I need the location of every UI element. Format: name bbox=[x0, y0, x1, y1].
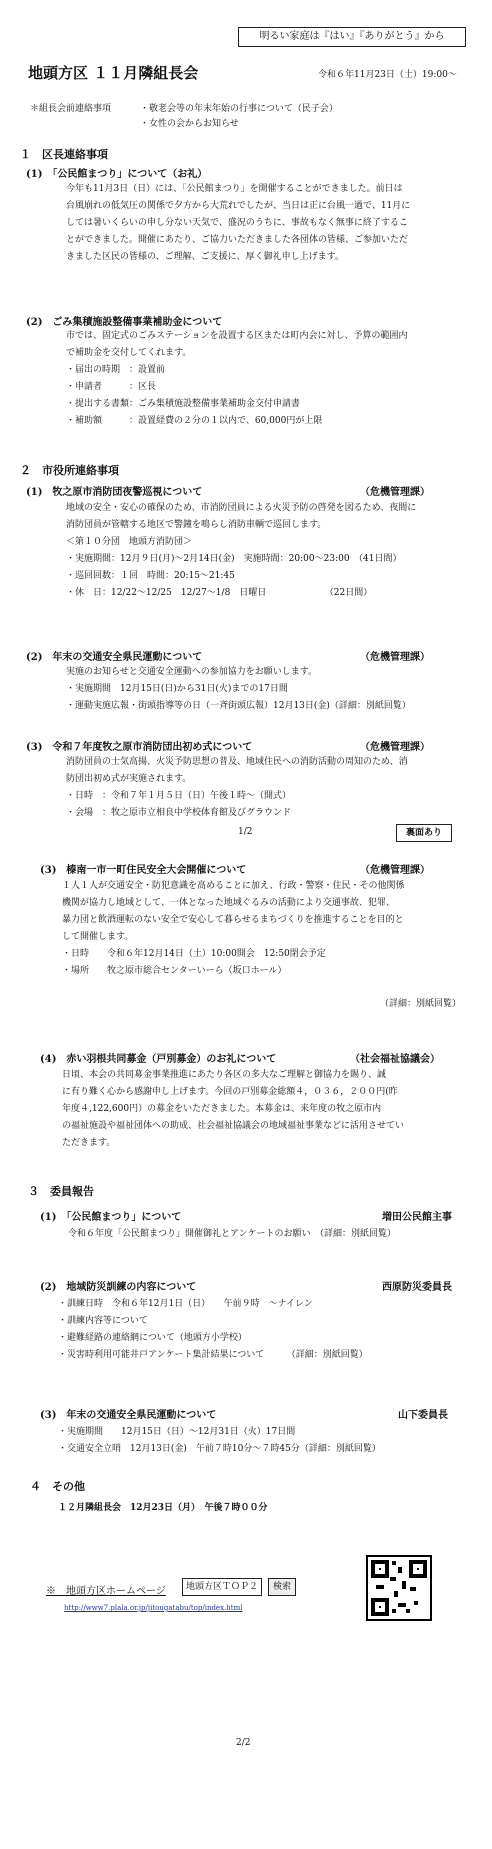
s3-item3-title: (3) 年末の交通安全県民運動について bbox=[40, 1410, 217, 1421]
page-number-2: 2/2 bbox=[236, 1738, 251, 1748]
s3-item2-row: ・訓練内容等について bbox=[58, 1316, 148, 1326]
qr-code bbox=[366, 1555, 432, 1621]
liaison-item-1: ・敬老会等の年末年始の行事について（民子会） bbox=[140, 104, 338, 114]
s2-item3-line: 防団出初め式が実施されます。 bbox=[66, 774, 192, 784]
search-box[interactable]: 地頭方区ＴＯＰ２ bbox=[182, 1578, 262, 1596]
s2-item5-body bbox=[62, 1067, 404, 1152]
liaison-item-2: ・女性の会からお知らせ bbox=[140, 119, 239, 129]
homepage-label: ※ 地頭方区ホームページ bbox=[46, 1586, 166, 1597]
s1-item2-title: (2) ごみ集積施設整備事業補助金について bbox=[26, 317, 223, 328]
s2-item5-line: 日頃、本会の共同募金事業推進にあたり各区の多大なご理解と御協力を賜り、誠 bbox=[62, 1070, 387, 1080]
section-1-title: １ 区長連絡事項 bbox=[20, 148, 108, 161]
s2-item5-line: 年度４,122,600円）の募金をいただきました。本募金は、来年度の牧之原市内 bbox=[62, 1104, 382, 1114]
s3-item3-row: ・実施期間 12月15日（日）～12月31日（火）17日間 bbox=[58, 1427, 296, 1437]
motto-box: 明るい家庭は『はい』『ありがとう』から bbox=[238, 27, 466, 47]
s2-item3-dept: （危機管理課） bbox=[360, 742, 430, 753]
s1-item1-line: 台風崩れの低気圧の関係で夕方から大荒れでしたが、当日は正に台風一過で、11月に bbox=[66, 201, 411, 211]
s1-item1-line: きました区民の皆様の、ご理解、ご支援に、厚く御礼申し上げます。 bbox=[66, 252, 344, 262]
s1-item2-body bbox=[66, 328, 407, 430]
s2-item4-line: して開催します。 bbox=[62, 932, 134, 942]
s3-item2-body bbox=[58, 1296, 368, 1364]
section-2-title: ２ 市役所連絡事項 bbox=[20, 464, 119, 477]
s2-item1-dept: （危機管理課） bbox=[360, 487, 430, 498]
s2-item1-line: 消防団員が管轄する地区で警鐘を鳴らし消防車輌で巡回します。 bbox=[66, 520, 327, 530]
s2-item5-title: (4) 赤い羽根共同募金（戸別募金）のお礼について bbox=[40, 1054, 277, 1065]
liaison-label: ＊組長会前連絡事項 bbox=[30, 104, 112, 114]
s1-item2-row: ・申請者 ：区長 bbox=[66, 382, 157, 392]
s2-item2-dept: （危機管理課） bbox=[360, 652, 430, 663]
s2-item4-row: ・日時 令和６年12月14日（土）10:00開会 12:50閉会予定 bbox=[62, 949, 326, 959]
s3-item2-title: (2) 地域防災訓練の内容について bbox=[40, 1282, 197, 1293]
s3-item3-body bbox=[58, 1424, 381, 1458]
s2-item2-row: ・運動実施広報・街頭指導等の日（一斉街頭広報）12月13日(金)（詳細：別紙回覧） bbox=[66, 701, 411, 711]
s2-item5-dept: （社会福祉協議会） bbox=[350, 1054, 440, 1065]
s2-item4-dept: （危機管理課） bbox=[360, 865, 430, 876]
s1-item2-row: ・提出する書類：ごみ集積施設整備事業補助金交付申請書 bbox=[66, 399, 301, 409]
section-4-title: ４ その他 bbox=[30, 1480, 85, 1493]
s1-item2-line: 市では、固定式のごみステーションを設置する区または町内会に対し、予算の範囲内 bbox=[66, 331, 408, 341]
s2-item3-title: (3) 令和７年度牧之原市消防団出初め式について bbox=[26, 742, 253, 753]
s2-item2-row: ・実施期間 12月15日(日)から31日(火)までの17日間 bbox=[66, 684, 288, 694]
s1-item2-row: ・届出の時期 ：設置前 bbox=[66, 365, 166, 375]
page-number-1: 1/2 bbox=[238, 827, 253, 837]
s2-item2-body bbox=[66, 664, 411, 715]
section-3-title: ３ 委員報告 bbox=[28, 1185, 94, 1198]
s2-item3-line: 消防団員の士気高揚、火災予防思想の普及、地域住民への消防活動の周知のため、消 bbox=[66, 757, 408, 767]
s2-item5-line: に有り難く心から感謝申し上げます。今回の戸別募金総額４，０３６，２００円(昨 bbox=[62, 1087, 398, 1097]
s2-item2-title: (2) 年末の交通安全県民運動について bbox=[26, 652, 203, 663]
s1-item1-title: (1) 「公民館まつり」について（お礼） bbox=[26, 169, 208, 180]
s1-item1-line: しては暑いくらいの申し分ない天気で、盛況のうちに、事故もなく無事に終了するこ bbox=[66, 218, 408, 228]
s3-item2-row: ・訓練日時 令和６年12月1日（日） 午前９時 ～ナイレン bbox=[58, 1299, 313, 1309]
s2-item5-line: の福祉施設や福祉団体への助成、社会福祉協議会の地域福祉事業などに活用させてい bbox=[62, 1121, 405, 1131]
s2-item1-row: ・実施期間：12月９日(月)～2月14日(金) 実施時間：20:00～23:00 （41日間） bbox=[66, 554, 402, 564]
s2-item4-title: (3) 榛南一市一町住民安全大会開催について bbox=[40, 865, 247, 876]
s3-item1-title: (1) 「公民館まつり」について bbox=[40, 1212, 182, 1223]
s3-item2-row: ・災害時利用可能井戸アンケート集計結果について （詳細：別紙回覧） bbox=[58, 1350, 368, 1360]
page-title: 地頭方区 １１月隣組長会 bbox=[28, 64, 199, 82]
s2-item1-title: (1) 牧之原市消防団夜警巡視について bbox=[26, 487, 203, 498]
s2-item1-row: ・休 日：12/22～12/25 12/27～1/8 日曜日 （22日間） bbox=[66, 588, 373, 598]
s2-item3-body bbox=[66, 754, 408, 822]
s2-item4-line: 暴力団と飲酒運転のない安全で安心して暮らせるまちづくりを推進することを目的と bbox=[62, 915, 404, 925]
s2-item4-note: （詳細：別紙回覧） bbox=[380, 999, 462, 1009]
s3-item2-owner: 西原防災委員長 bbox=[382, 1282, 452, 1293]
back-side-note: 裏面あり bbox=[396, 824, 452, 842]
s3-item1-row: 令和６年度「公民館まつり」開催御礼とアンケートのお願い （詳細：別紙回覧） bbox=[68, 1229, 396, 1239]
s2-item1-line: 地域の安全・安心の確保のため、市消防団員による火災予防の啓発を図るため、夜間に bbox=[66, 503, 417, 513]
s2-item5-line: ただきます。 bbox=[62, 1138, 116, 1148]
s3-item3-row: ・交通安全立哨 12月13日(金) 午前７時10分～７時45分（詳細：別紙回覧） bbox=[58, 1444, 381, 1454]
s3-item2-row: ・避難経路の連絡網について（地頭方小学校） bbox=[58, 1333, 247, 1343]
s2-item4-line: １人１人が交通安全・防犯意識を高めることに加え、行政・警察・住民・その他関係 bbox=[62, 881, 405, 891]
s2-item1-row: ・巡回回数：１回 時間：20:15～21:45 bbox=[66, 571, 235, 581]
s1-item1-line: 今年も11月3日（日）には、「公民館まつり」を開催することができました。前日は bbox=[66, 184, 403, 194]
s1-item1-body bbox=[66, 181, 410, 266]
s2-item2-line: 実施のお知らせと交通安全運動への参加協力をお願いします。 bbox=[66, 667, 318, 677]
s2-item3-row: ・日時 ：令和７年１月５日（日）午後１時～（開式） bbox=[66, 791, 292, 801]
s3-item3-owner: 山下委員長 bbox=[398, 1410, 448, 1421]
s2-item4-line: 機関が協力し地域として、一体となった地域ぐるみの活動により交通事故、犯罪、 bbox=[62, 898, 395, 908]
homepage-url-link[interactable]: http://www7.plala.or.jp/jitougatabu/top/index.html bbox=[64, 1604, 243, 1612]
s1-item2-line: で補助金を交付してくれます。 bbox=[66, 348, 192, 358]
s2-item4-row: ・場所 牧之原市総合センターいーら（坂口ホール） bbox=[62, 966, 287, 976]
s2-item1-sub: ＜第１０分団 地頭方消防団＞ bbox=[66, 537, 193, 547]
s1-item1-line: とができました。開催にあたり、ご協力いただきました各団体の皆様、ご参加いただ bbox=[66, 235, 409, 245]
meeting-date: 令和６年11月23日（土）19:00～ bbox=[318, 70, 457, 80]
s2-item1-body bbox=[66, 500, 416, 602]
s2-item4-body bbox=[62, 878, 405, 980]
search-button[interactable]: 検索 bbox=[268, 1578, 296, 1596]
s3-item1-owner: 増田公民館主事 bbox=[382, 1212, 452, 1223]
s1-item2-row: ・補助額 ：設置経費の２分の１以内で、60,000円が上限 bbox=[66, 416, 323, 426]
s2-item3-row: ・会場 ：牧之原市立相良中学校体育館及びグラウンド bbox=[66, 808, 292, 818]
next-meeting: １２月隣組長会 12月23日（月） 午後７時００分 bbox=[58, 1503, 268, 1513]
